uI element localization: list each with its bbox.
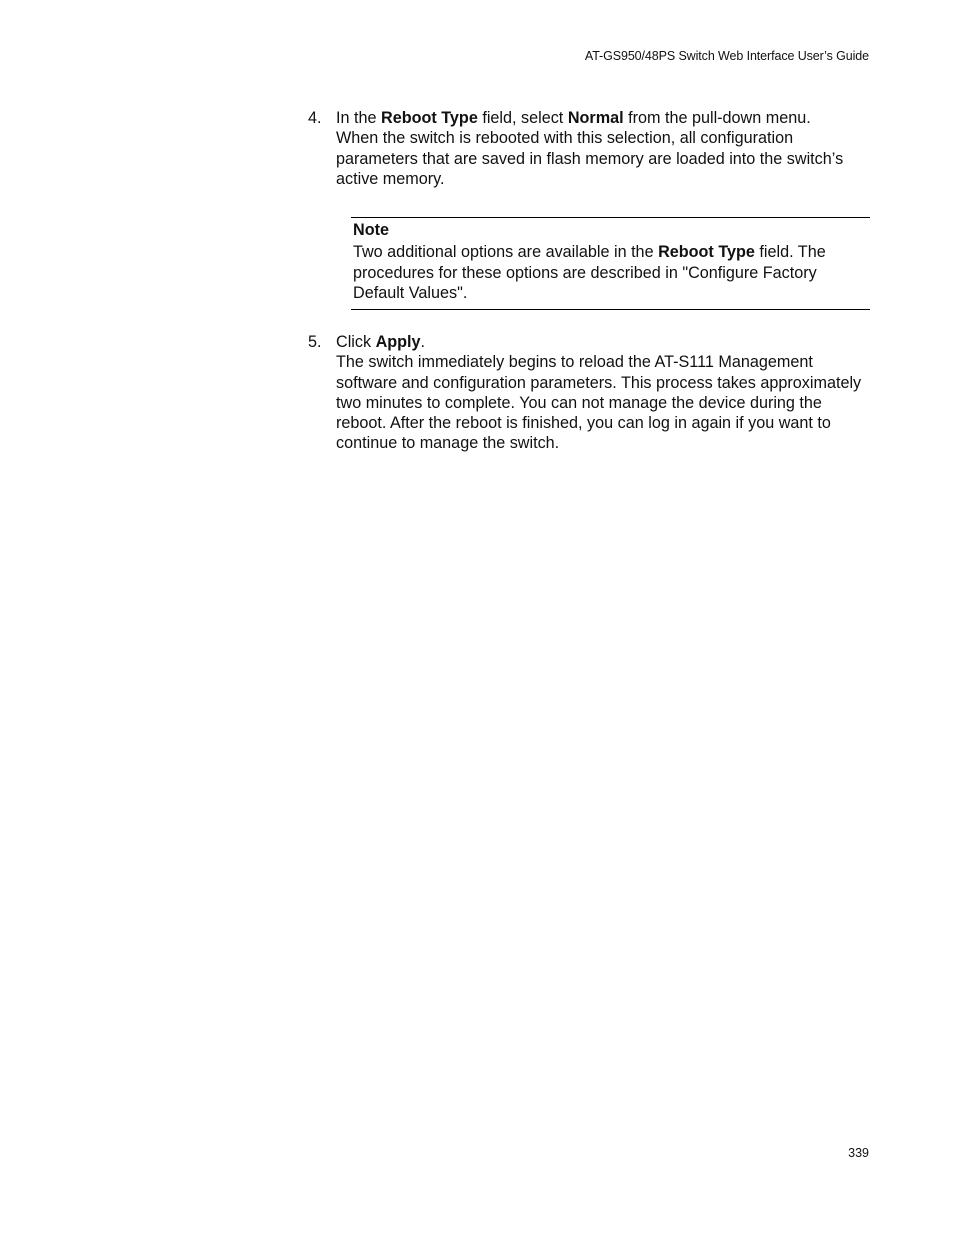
step-body [336,332,870,454]
step-text: from the pull-down menu. [623,109,811,127]
step-body [336,108,870,189]
note-text-part: field. The procedures for these options are described in "Configure Factory Default Values". [353,243,826,302]
step-text: Click [336,333,376,351]
note-text-part: Two additional options are available in the [353,243,659,262]
step-text: field, select [477,109,568,127]
option-normal: Normal [567,109,624,127]
step-4 [308,108,870,189]
step-5 [308,332,870,454]
step-number: 5. [308,333,322,351]
step-detail: The switch immediately begins to reload the AT-S111 Management software and configuration parameters. This process takes approximately two minutes to complete. You can not manage the device during the reboot. After the reboot is finished, you can log in again if you want to continue to manage the switch. [336,353,862,453]
note-field-reboot-type: Reboot Type [658,243,755,262]
step-text: In the [336,109,381,127]
page-number: 339 [848,1146,869,1160]
running-header: AT-GS950/48PS Switch Web Interface User’s Guide [584,49,869,63]
note-title: Note [353,221,389,239]
button-name-apply: Apply [375,333,421,351]
step-detail: When the switch is rebooted with this selection, all configuration parameters that are saved in flash memory are loaded into the switch’s active memory. [336,129,844,188]
step-text: . [420,333,426,351]
field-name-reboot-type: Reboot Type [381,109,478,127]
note-box [351,217,870,310]
note-text [353,242,870,303]
step-number: 4. [308,109,322,127]
